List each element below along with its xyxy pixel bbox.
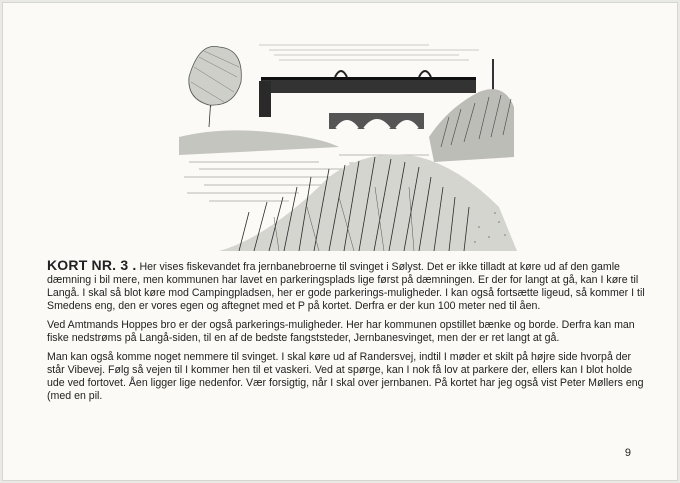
bridge-river-illustration	[179, 37, 517, 251]
document-page	[2, 2, 678, 481]
paragraph-1	[47, 259, 647, 313]
paragraph-2: Ved Amtmands Hoppes bro er der også parkerings-muligheder. Her har kommunen opstillet bænke og borde. Derfra kan man fiske nedstrøms på Langå-siden, til en af de bedste fangststeder, Jernbanesvinget, men der er ret langt at gå.	[47, 319, 635, 344]
page-number: 9	[624, 447, 631, 459]
paragraph-3: Man kan også komme noget nemmere til svinget. I skal køre ud af Randersvej, indtil I møder et skilt på højre side hvorpå der står Vibevej. Følg så vejen til I kommer hen til et vaskeri. Ved at spørge, kan I nok få lov at parkere der, ellers kan I blot holde ude ved fortovet. Åen ligger lige nedenfor. Vær forsigtig, når I skal over jernbanen. På kortet har jeg også vist Peter Møllers eng (med en pil.	[47, 351, 644, 402]
paragraph-1-text: Her vises fiskevandet fra jernbanebroerne til svinget i Sølyst. Det er ikke tilladt at køre ud af den gamle dæmning i bil mere, men kommunen har lavet en parkeringsplads lige først på dæmningen. Er der for langt at gå, kan I køre til Langå. I skal så blot køre mod Campingpladsen, her er gode parkerings-muligheder. I kan også fortsætte ligeud, så kommer I til Smedens eng, den er vores egen og aftegnet med et P på kortet. Derfra er der kun 100 meter ned til åen.	[47, 261, 645, 312]
heading: KORT NR. 3 .	[47, 257, 137, 273]
body-text	[47, 259, 647, 409]
